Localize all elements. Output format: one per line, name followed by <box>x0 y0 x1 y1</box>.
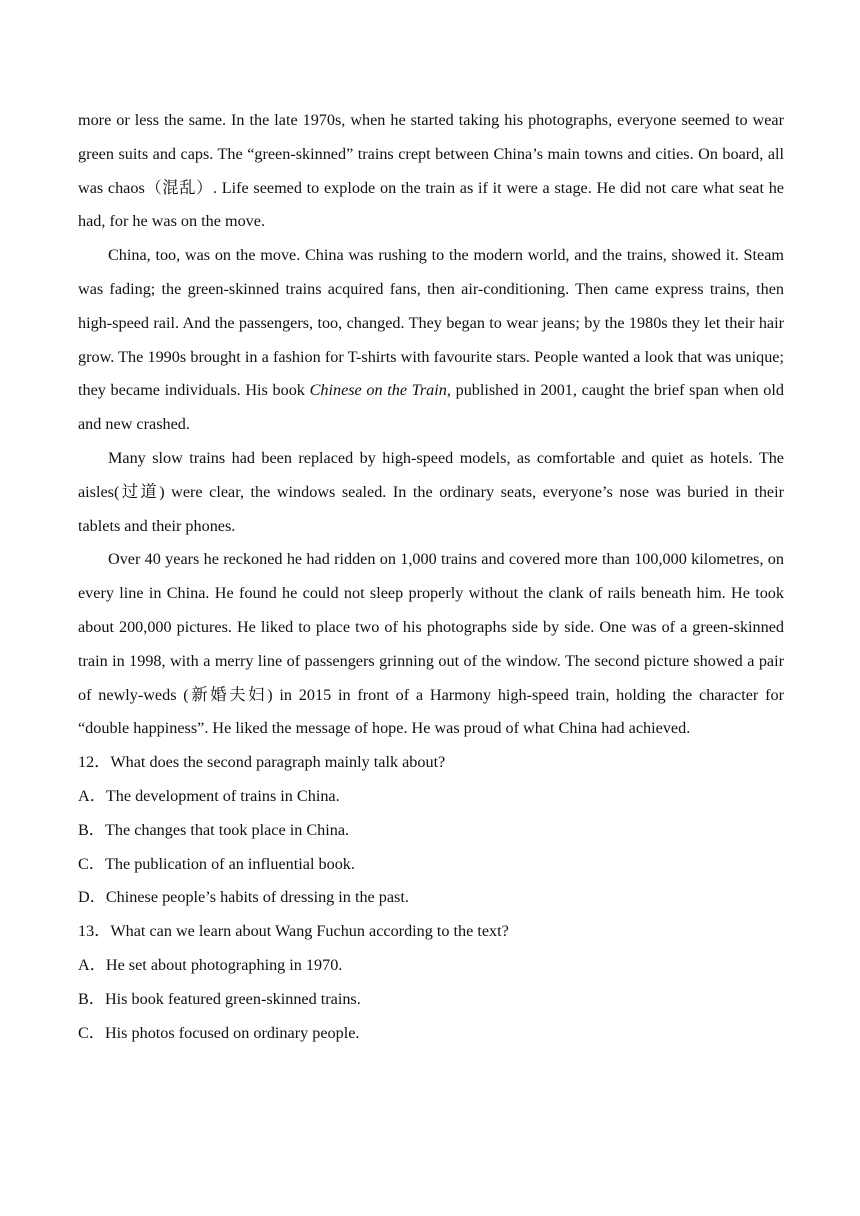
book-title: Chinese on the Train <box>309 381 447 400</box>
question-12 <box>78 746 784 915</box>
question-12-option-c: C．The publication of an influential book. <box>78 854 355 873</box>
question-12-option-d: D．Chinese people’s habits of dressing in the past. <box>78 888 409 907</box>
paragraph-3: Many slow trains had been replaced by high-speed models, as comfortable and quiet as hotels. The aisles(过道) were clear, the windows sealed. In the ordinary seats, everyone’s nose was buried in their tablets and their phones. <box>78 448 784 535</box>
paragraph-2-text-b: , published in 2001, caught the brief span when old and new crashed. <box>78 381 784 434</box>
paragraph-2 <box>78 239 784 442</box>
question-12-stem: 12．What does the second paragraph mainly talk about? <box>78 753 446 772</box>
question-13-stem: 13．What can we learn about Wang Fuchun according to the text? <box>78 922 509 941</box>
question-13-option-b: B．His book featured green-skinned trains. <box>78 989 361 1008</box>
paragraph-2-text-a: China, too, was on the move. China was rushing to the modern world, and the trains, showed it. Steam was fading; the green-skinned trains acquired fans, then air-conditioning. Then came express trains, then high-speed rail. And the passengers, too, changed. They began to wear jeans; by the 1980s they let their hair grow. The 1990s brought in a fashion for T-shirts with favourite stars. People wanted a look that was unique; they became individuals. His book <box>78 246 784 400</box>
paragraph-1: more or less the same. In the late 1970s, when he started taking his photographs, everyone seemed to wear green suits and caps. The “green-skinned” trains crept between China’s main towns and cities. On board, all was chaos（混乱）. Life seemed to explode on the train as if it were a stage. He did not care what seat he had, for he was on the move. <box>78 111 784 231</box>
document-page <box>78 104 784 1050</box>
paragraph-4: Over 40 years he reckoned he had ridden on 1,000 trains and covered more than 100,000 kilometres, on every line in China. He found he could not sleep properly without the clank of rails beneath him. He took about 200,000 pictures. He liked to place two of his photographs side by side. One was of a green-skinned train in 1998, with a merry line of passengers grinning out of the window. The second picture showed a pair of newly-weds (新婚夫妇) in 2015 in front of a Harmony high-speed train, holding the character for “double happiness”. He liked the message of hope. He was proud of what China had achieved. <box>78 550 784 738</box>
question-12-option-a: A．The development of trains in China. <box>78 786 340 805</box>
question-13-option-c: C．His photos focused on ordinary people. <box>78 1023 360 1042</box>
question-13 <box>78 915 784 1050</box>
question-13-option-a: A．He set about photographing in 1970. <box>78 955 343 974</box>
question-12-option-b: B．The changes that took place in China. <box>78 820 350 839</box>
